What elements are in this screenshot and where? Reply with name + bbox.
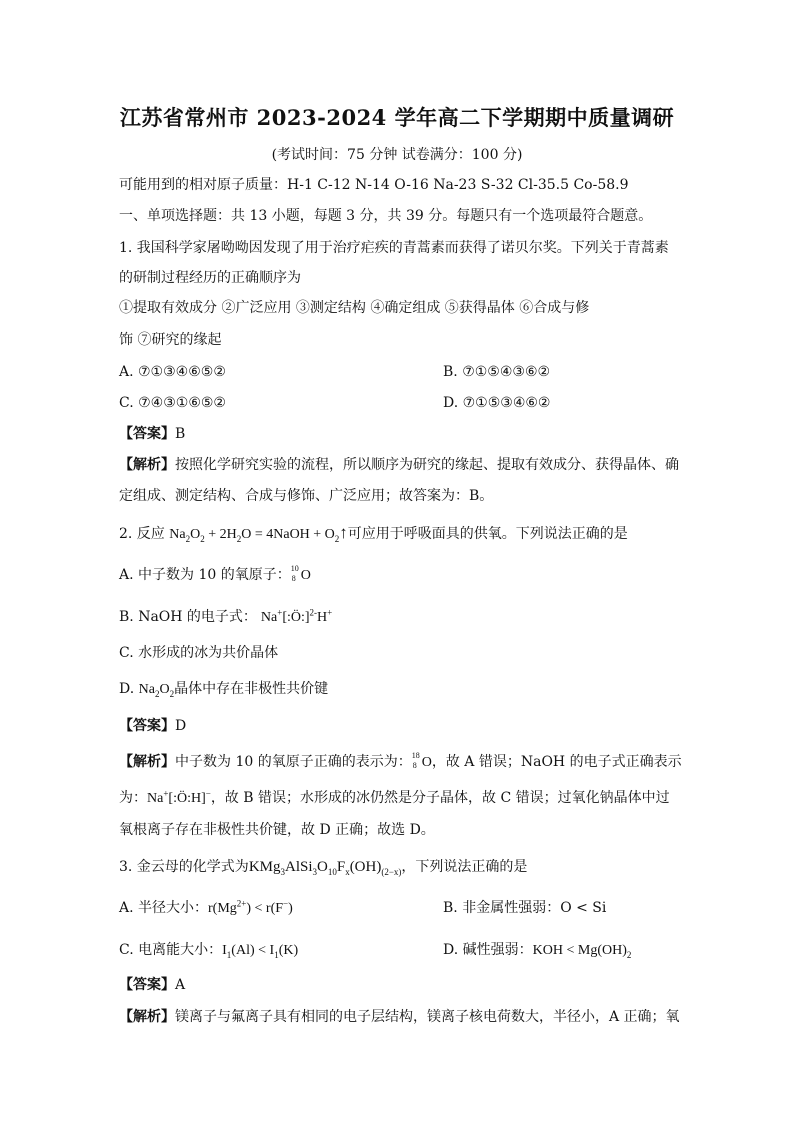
oxygen-isotope-correct: 18 8 O	[411, 751, 432, 770]
electron-formula-correct: Na+[:Ö:H]−	[147, 788, 211, 806]
q2-analysis-line1: 【解析】中子数为 10 的氧原子正确的表示为： 18 8 O，故 A 错误；NaOH 的电子式正确表示	[119, 751, 682, 770]
q2-analysis-line2: 为：Na+[:Ö:H]−，故 B 错误；水形成的冰仍然是分子晶体，故 C 错误；过氧化钠晶体中过	[119, 788, 670, 806]
q1-option-d: D. ⑦①⑤③④⑥②	[443, 395, 551, 411]
answer-value: B	[175, 426, 186, 442]
sodium-peroxide-formula: $Na_2O_2$	[138, 682, 175, 699]
q1-analysis-line2: 定组成、测定结构、合成与修饰、广泛应用；故答案为：B。	[119, 488, 494, 504]
q3-analysis-line1: 【解析】镁离子与氟离子具有相同的电子层结构，镁离子核电荷数大，半径小，A 正确；氧	[119, 1009, 680, 1025]
ionization-comparison: $I_1(Al) < I_1(K)$	[222, 943, 299, 960]
answer-label: 【答案】	[119, 426, 175, 442]
q1-answer	[119, 424, 185, 444]
phlogopite-formula: $KMg_3AlSi_3O_{10}F_x(OH)_{(2-x)}$	[248, 859, 402, 877]
q3-option-a: A. 半径大小：$r(Mg^{2+}) < r(F^-)$	[119, 898, 293, 916]
q1-items-line2: 饰 ⑦研究的缘起	[119, 332, 222, 348]
q2-answer	[119, 716, 186, 736]
analysis-label: 【解析】	[119, 1009, 175, 1025]
q1-analysis-line1: 【解析】按照化学研究实验的流程，所以顺序为研究的缘起、提取有效成分、获得晶体、确	[119, 457, 679, 473]
q2-option-d: D. $Na_2O_2$晶体中存在非极性共价键	[119, 681, 329, 699]
answer-value: A	[175, 977, 186, 993]
answer-label: 【答案】	[119, 977, 175, 993]
q2-analysis-line3: 氧根离子存在非极性共价键，故 D 正确；故选 D。	[119, 822, 435, 838]
exam-info: (考试时间：75 分钟 试卷满分：100 分)	[271, 147, 523, 163]
q1-stem-line2: 的研制过程经历的正确顺序为	[119, 270, 301, 286]
electron-formula-wrong: Na+[:Ö:]$^{2-}$H+	[260, 607, 333, 625]
q2-option-b: B. NaOH 的电子式： Na+[:Ö:]$^{2-}$H+	[119, 607, 333, 625]
answer-value: D	[175, 718, 187, 734]
q1-items-line1: ①提取有效成分 ②广泛应用 ③测定结构 ④确定组成 ⑤获得晶体 ⑥合成与修	[119, 300, 590, 316]
q3-option-b: B. 非金属性强弱：O < Si	[443, 900, 607, 916]
basicity-comparison: KOH < $Mg(OH)_2$	[532, 943, 632, 960]
q2-option-a: A. 中子数为 10 的氧原子： 10 8 O	[119, 564, 311, 583]
section-heading: 一、单项选择题：共 13 小题，每题 3 分，共 39 分。每题只有一个选项最符合题意。	[119, 208, 653, 224]
radius-comparison: $r(Mg^{2+}) < r(F^-)$	[208, 898, 293, 916]
answer-label: 【答案】	[119, 718, 175, 734]
q2-option-c: C. 水形成的冰为共价晶体	[119, 645, 279, 661]
atomic-masses: 可能用到的相对原子质量：H-1 C-12 N-14 O-16 Na-23 S-32 Cl-35.5 Co-58.9	[119, 177, 629, 193]
reaction-equation: $Na_2O_2 + 2H_2O$ = 4NaOH + $O_2↑$	[169, 523, 348, 544]
q3-stem: 3. 金云母的化学式为$KMg_3AlSi_3O_{10}F_x(OH)_{(2-x)}$，下列说法正确的是	[119, 859, 528, 877]
q1-option-b: B. ⑦①⑤④③⑥②	[443, 364, 551, 380]
q1-option-c: C. ⑦④③①⑥⑤②	[119, 395, 226, 411]
oxygen-isotope-wrong: 10 8 O	[290, 564, 311, 583]
q2-stem: 2. 反应 $Na_2O_2 + 2H_2O$ = 4NaOH + $O_2↑$可应用于呼吸面具的供氧。下列说法正确的是	[119, 523, 628, 544]
q3-option-c: C. 电离能大小：$I_1(Al) < I_1(K)$	[119, 942, 299, 960]
q3-option-d: D. 碱性强弱：KOH < $Mg(OH)_2$	[443, 942, 632, 960]
analysis-label: 【解析】	[119, 457, 175, 473]
q3-answer	[119, 975, 185, 995]
page-title: 江苏省常州市 2023-2024 学年高二下学期期中质量调研	[119, 105, 675, 130]
q1-stem-line1: 1. 我国科学家屠呦呦因发现了用于治疗疟疾的青蒿素而获得了诺贝尔奖。下列关于青蒿素	[119, 240, 669, 256]
q1-option-a: A. ⑦①③④⑥⑤②	[119, 364, 226, 380]
analysis-label: 【解析】	[119, 754, 175, 770]
